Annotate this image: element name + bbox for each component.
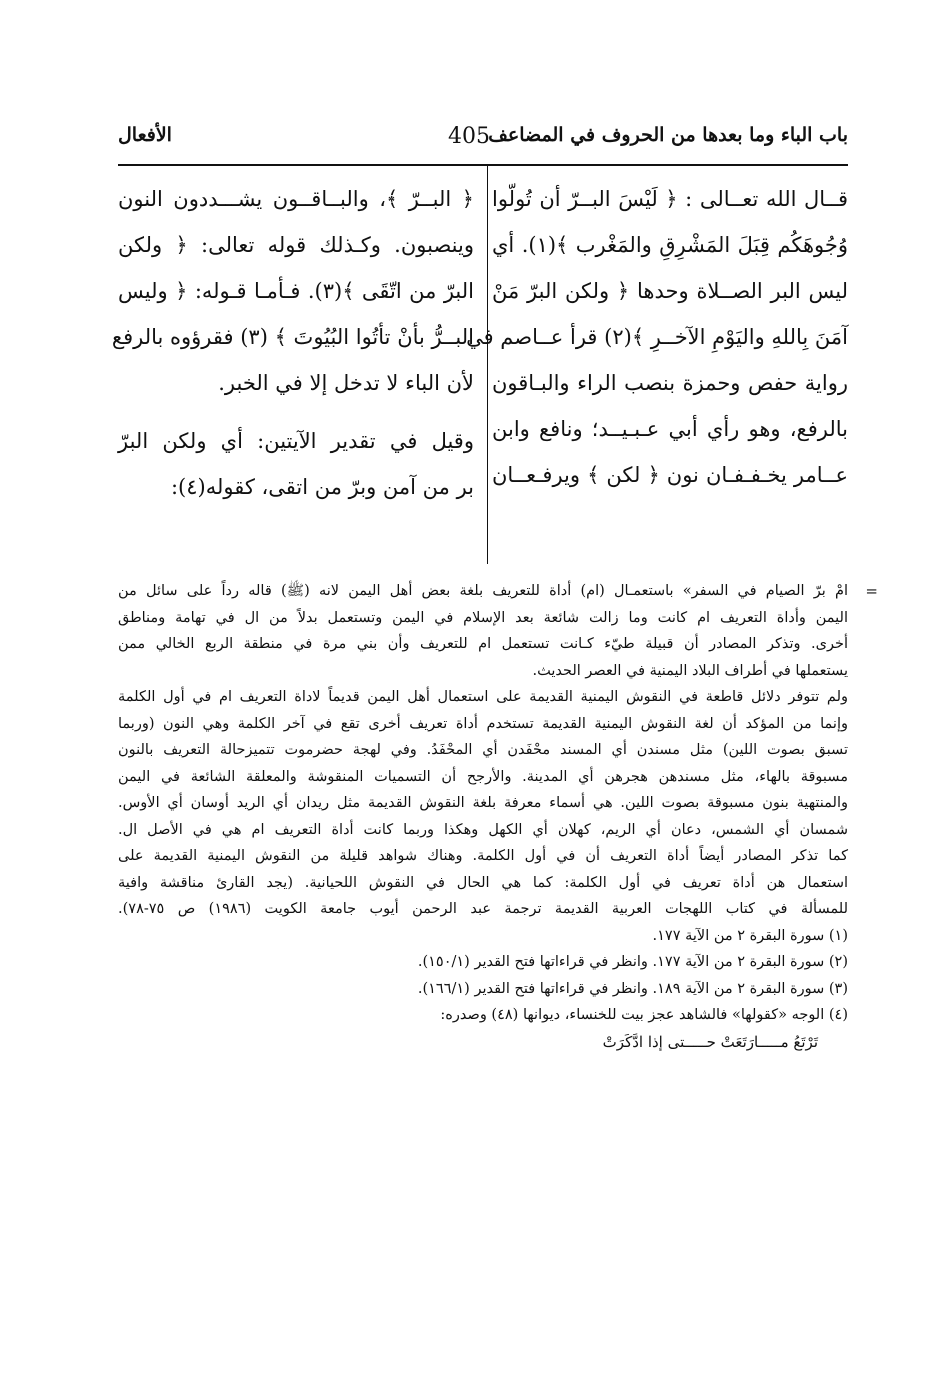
footnote-reference: (٢) سورة البقرة ٢ من الآية ١٧٧. وانظر في قراءاتها فتح القدير (١٥٠/١).	[417, 954, 848, 970]
text-line: وينصبون. وكـذلك قوله تعالى: ﴿ ولكن	[118, 233, 474, 257]
text-line: بالرفع، وهو رأي أبي عـبـيــد؛ ونافع وابن	[492, 417, 848, 441]
page-number: 405	[448, 124, 490, 149]
footnote-reference: (٣) سورة البقرة ٢ من الآية ١٨٩. وانظر في قراءاتها فتح القدير (١٦٦/١).	[417, 980, 848, 997]
footnote-line: وإنما من المؤكد أن لغة النقوش اليمنية القديمة تستخدم أداة تعريف أخرى تقع في آخر الكلمة وهي النون (وربما	[118, 715, 848, 732]
footnote-reference: (٤) الوجه «كقولها» فالشاهد عجز بيت للخنساء، ديوانها (٤٨) وصدره:	[440, 1007, 848, 1023]
poetry-verse: تَرْتَعُ مـــــارَتَعَتْ حـــــتى إذا ادَّكَرَتْ	[602, 1032, 818, 1051]
text-line: رواية حفص وحمزة بنصب الراء والبـاقون	[492, 371, 848, 395]
footnote-text: امْ برّ الصيام في السفر» باستعمـال (ام) أداة للتعريف بلغة بعض أهل اليمن لانه (ﷺ) قاله رداً على سائل من	[118, 583, 848, 599]
footnote-line: والمنتهية بنون مسبوقة بصوت اللين. هي أسماء معرفة بلغة النقوش القديمة مثل ريدان أي الريد أوسان أي الأوس.	[118, 795, 848, 811]
footnote-line	[118, 578, 878, 605]
footnote-line: يستعملها في أطراف البلاد اليمنية في العصر الحديث.	[532, 662, 848, 679]
footnote-line: للمسألة في كتاب اللهجات العربية القديمة ترجمة عبد الرحمن أيوب جامعة الكويت (١٩٨٦) ص ٧٥-٧٨).	[118, 901, 849, 917]
left-text-column	[111, 176, 474, 510]
text-line: البرّ من اتّقَى ﴾(٣). فـأمـا قـوله: ﴿ وليس	[118, 279, 474, 303]
text-line: البــرُّ بأنْ تأتُوا البُيُوتَ ﴾ (٣) فقرؤوه بالرفع	[111, 325, 474, 349]
footnote-line: مسبوقة بالهاء، مثل مسندهن هجرهن أي المدينة. والأرجح أن التسميات المنقوشة والمعلقة الشائعة في اليمن	[118, 768, 848, 785]
text-line: لأن الباء لا تدخل إلا في الخبر.	[218, 371, 474, 395]
column-divider	[487, 166, 488, 564]
continuation-marker: =	[865, 582, 878, 600]
footnote-line: أخرى. وتذكر المصادر أن قبيلة طيّء كـانت تستعمل ام للتعريف وأن بني مرة في منطقة الربع الخالي ممن	[118, 636, 848, 652]
footnote-line: استعمال هن أداة تعريف في أول الكلمة: كما هي الحال في النقوش اللحيانية. (يجد القارئ مناقشة وافية	[118, 874, 848, 891]
right-text-column	[466, 176, 848, 498]
footnote-line: كما تذكر المصادر أيضاً أداة التعريف أن في أول الكلمة. وهناك شواهد قليلة من النقوش اليمنية القديمة على	[118, 848, 848, 864]
text-line: عــامر يخـفـفـان نون ﴿ لكن ﴾ ويرفـعــان	[492, 463, 848, 487]
text-line: ﴿ البــرّ ﴾، والبــاقــون يشـــددون النون	[118, 187, 474, 211]
footnote-reference: (١) سورة البقرة ٢ من الآية ١٧٧.	[652, 927, 848, 944]
text-line: آمَنَ بِاللهِ واليَوْمِ الآخــرِ ﴾(٢) قرأ عــاصم في	[466, 325, 848, 349]
section-title: الأفعال	[118, 124, 172, 146]
header-rule	[118, 164, 848, 166]
footnote-line: شمسان أي الشمس، دعان أي الريم، كهلان أي الكهل وهكذا وربما كانت أداة التعريف ام هي في الأصل ال.	[118, 821, 848, 838]
text-line: قــال الله تعــالى : ﴿ لَيْسَ البــرّ أن تُولّوا	[492, 187, 848, 211]
text-line: وُجُوهَكُم قِبَلَ المَشْرِقِ والمَغْرب ﴾(١). أي	[492, 233, 848, 257]
footnotes	[118, 578, 878, 1055]
chapter-title: باب الباء وما بعدها من الحروف في المضاعف	[488, 124, 848, 146]
footnote-line: اليمن وأداة التعريف ام كانت وما زالت شائعة بعد الإسلام في اليمن وتستعمل بدلاً من ال في تهامة ومناطق	[118, 609, 848, 626]
footnote-line: تسبق بصوت اللين) مثل مسندن أي المسند محْفَدن أي المحْفَدُ. وفي لهجة حضرموت تتميزحالة التعريف بالنون	[118, 742, 848, 758]
text-line: بر من آمن وبرّ من اتقى، كقوله(٤):	[170, 475, 474, 499]
footnote-line: ولم تتوفر دلائل قاطعة في النقوش اليمنية القديمة على استعمال أهل اليمن قديماً لاداة التعريف ام في أول الكلمة	[118, 689, 848, 705]
text-line: ليس البر الصــلاة وحدها ﴿ ولكن البرّ مَنْ	[492, 279, 848, 303]
page-header	[118, 118, 848, 166]
text-line: وقيل في تقدير الآيتين: أي ولكن البرّ	[118, 429, 474, 453]
